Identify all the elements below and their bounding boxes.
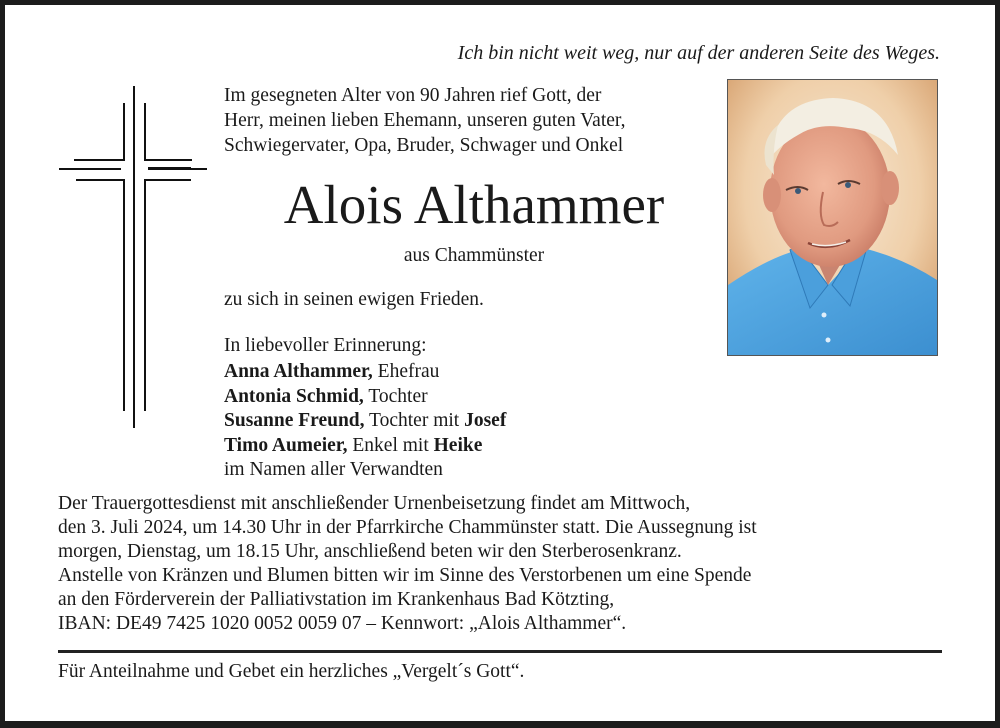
portrait-icon <box>728 80 937 355</box>
service-details <box>58 492 757 636</box>
mourner-name: Anna Althammer, <box>224 361 373 382</box>
service-line: morgen, Dienstag, um 18.15 Uhr, anschließend beten wir den Sterberosenkranz. <box>58 541 682 562</box>
mourner-partner: Josef <box>464 410 507 431</box>
obituary-notice <box>5 5 995 721</box>
service-line: an den Förderverein der Palliativstation im Krankenhaus Bad Kötzting, <box>58 589 615 610</box>
portrait-photo <box>727 79 938 356</box>
mourners-footer: im Namen aller Verwandten <box>224 459 443 480</box>
mourner-relation: Ehefrau <box>372 361 440 382</box>
mourner-row <box>224 385 506 410</box>
mourner-partner: Heike <box>433 434 483 456</box>
service-line: Der Trauergottesdienst mit anschließender Urnenbeisetzung findet am Mittwoch, <box>58 493 691 514</box>
mourners-list <box>224 360 506 483</box>
thanks-line: Für Anteilnahme und Gebet ein herzliches „Vergelt´s Gott“. <box>58 661 525 682</box>
motto-quote: Ich bin nicht weit weg, nur auf der anderen Seite des Weges. <box>457 42 940 64</box>
memory-heading: In liebevoller Erinnerung: <box>224 335 427 356</box>
service-line: IBAN: DE49 7425 1020 0052 0059 07 – Kennwort: „Alois Althammer“. <box>58 613 627 634</box>
mourner-row <box>224 409 506 434</box>
intro-text <box>224 83 625 158</box>
mourner-relation: Enkel mit <box>347 434 434 456</box>
mourner-relation: Tochter <box>363 385 428 407</box>
mourner-row <box>224 434 506 459</box>
service-line: Anstelle von Kränzen und Blumen bitten wir im Sinne des Verstorbenen um eine Spende <box>58 565 752 586</box>
mourner-name: Antonia Schmid, <box>224 385 364 407</box>
mourner-relation: Tochter mit <box>364 410 465 431</box>
peace-line: zu sich in seinen ewigen Frieden. <box>224 289 484 310</box>
divider <box>58 650 942 653</box>
service-line: den 3. Juli 2024, um 14.30 Uhr in der Pfarrkirche Chammünster statt. Die Aussegnung ist <box>58 517 757 538</box>
mourner-name: Susanne Freund, <box>224 410 365 431</box>
intro-line: Schwiegervater, Opa, Bruder, Schwager und Onkel <box>224 135 624 156</box>
deceased-name: Alois Althammer <box>283 174 665 235</box>
deceased-origin: aus Chammünster <box>403 245 545 266</box>
intro-line: Im gesegneten Alter von 90 Jahren rief Gott, der <box>224 85 602 106</box>
mourner-row <box>224 360 506 385</box>
intro-line: Herr, meinen lieben Ehemann, unseren guten Vater, <box>224 110 626 131</box>
mourner-name: Timo Aumeier, <box>224 434 348 456</box>
